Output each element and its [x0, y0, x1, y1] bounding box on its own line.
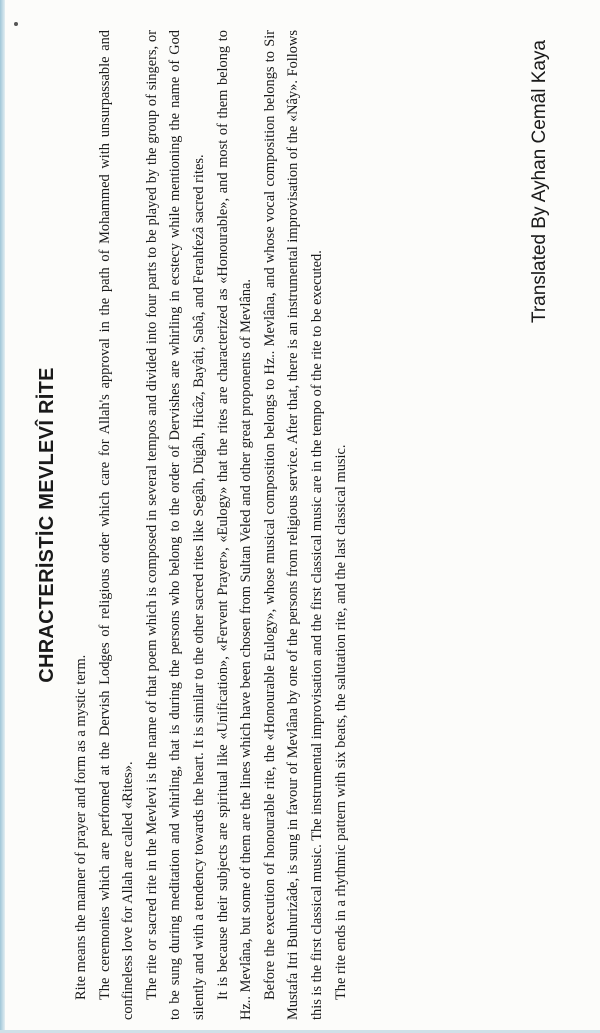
document-title: CHRACTERİSTİC MEVLEVÎ RİTE	[36, 367, 58, 683]
page-left-edge	[0, 0, 5, 1033]
scan-speck	[14, 22, 18, 26]
rotated-text-block	[30, 30, 570, 1020]
paragraph-5: Before the execution of honourable rite, the «Honourable Eulogy», whose musical composition belongs to Hz.. Mevlâna, and whose vocal composition belongs to Sir Mustafa Itri Buhurizâde, is sung in favour of Mevlâna by one of the persons from religious service. After that, there is an instrumental improvisation of the «Nây». Follows this is the first classical music. The instrumental improvisation and the first classical music are in the tempo of the rite to be executed.	[261, 30, 325, 1020]
paragraph-1: Rite means the manner of prayer and form as a mystic term.	[73, 654, 89, 1000]
paragraph-4: It is because their subjects are spiritual like «Unification», «Fervent Prayer», «Eulogy» that the rites are characterized as «Honourable», and most of them belong to Hz.. Mevlâna, but some of them are the lines which have been chosen from Sultan Veled and other great proponents of Mevlâna.	[214, 30, 255, 1020]
paragraph-6: The rite ends in a rhythmic pattern with six beats, the salutation rite, and the last classical music.	[332, 444, 349, 1000]
paragraph-3: The rite or sacred rite in the Mevlevi is the name of that poem which is composed in several tempos and divided into four parts to be played by the group of singers, or to be sung during meditation and whirling, that is during the persons who belong to the order of Dervishes are whirling in ecstecy while mentioning the name of God silently and with a tendency towards the heart. It is similar to the other sacred rites like Segâh, Dügâh, Hicâz, Bayâti, Sabâ, and Ferahfezâ sacred rites.	[143, 30, 207, 1020]
translator-credit: Translated By Ayhan Cemâl Kaya	[529, 40, 550, 324]
paragraph-2: The ceremonies which are perfomed at the Dervish Lodges of religious order which care for Allah's approval in the path of Mohammed with unsurpassable and confineless love for Allah are called «Rites».	[96, 30, 137, 1020]
document-body	[70, 30, 353, 1020]
